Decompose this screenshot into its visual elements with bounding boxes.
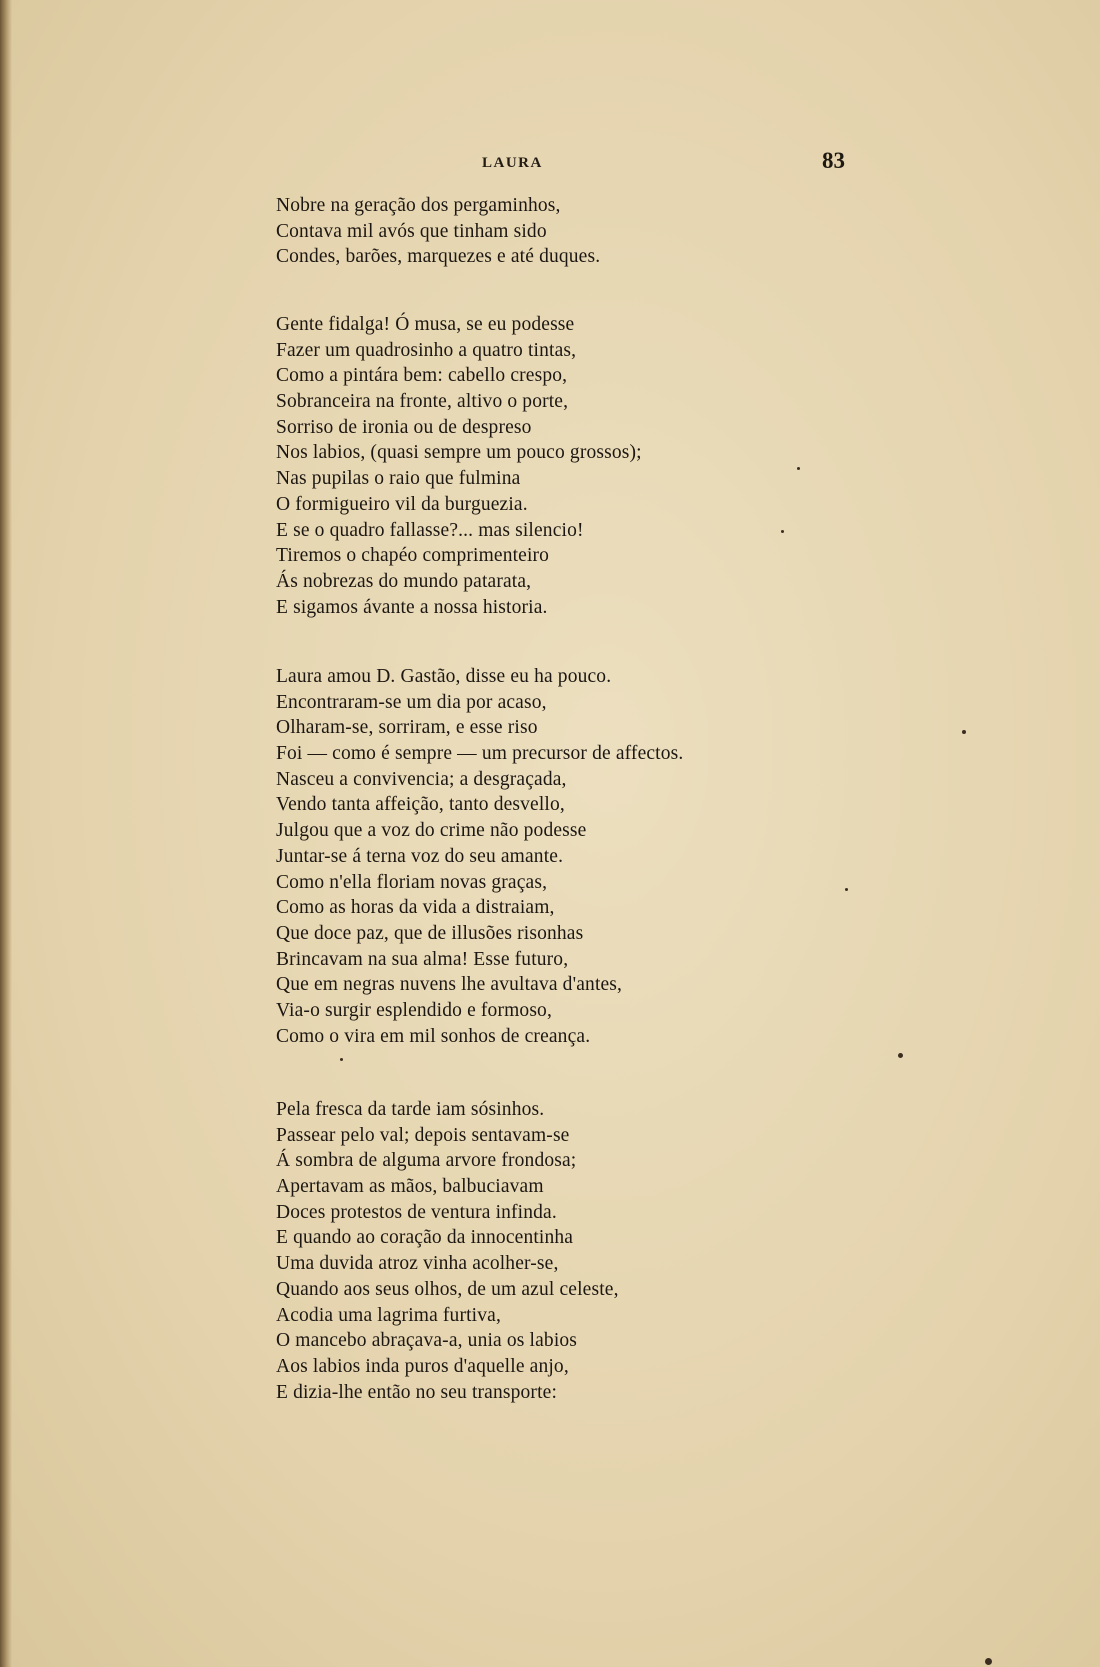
- poem-line: Nas pupilas o raio que fulmina: [276, 468, 521, 490]
- poem-stanza: [276, 312, 642, 620]
- poem-line: Nobre na geração dos pergaminhos,: [276, 195, 561, 216]
- poem-line: Passear pelo val; depois sentavam-se: [276, 1124, 570, 1146]
- poem-line: E sigamos ávante a nossa historia.: [276, 596, 548, 618]
- poem-line: Pela fresca da tarde iam sósinhos.: [276, 1099, 545, 1120]
- poem-line: Doces protestos de ventura infinda.: [276, 1201, 557, 1223]
- poem-line: Olharam-se, sorriram, e esse riso: [276, 717, 538, 739]
- poem-line: Que em negras nuvens lhe avultava d'antes,: [276, 974, 623, 996]
- poem-line: Nos labios, (quasi sempre um pouco grossos);: [276, 442, 642, 464]
- poem-line: Sorriso de ironia ou de despreso: [276, 416, 532, 438]
- poem-line: O mancebo abraçava-a, unia os labios: [276, 1330, 578, 1352]
- paper-speck: [985, 1658, 992, 1665]
- poem-line: Como o vira em mil sonhos de creança.: [276, 1025, 591, 1047]
- poem-line: Fazer um quadrosinho a quatro tintas,: [276, 339, 577, 361]
- poem-line: Brincavam na sua alma! Esse futuro,: [276, 948, 569, 970]
- poem-line: Contava mil avós que tinham sido: [276, 220, 547, 242]
- paper-speck: [962, 730, 966, 734]
- poem-line: Quando aos seus olhos, de um azul celeste,: [276, 1278, 619, 1300]
- paper-speck: [898, 1053, 903, 1058]
- poem-stanza: [276, 664, 683, 1049]
- poem-line: Á sombra de alguma arvore frondosa;: [276, 1150, 577, 1172]
- poem-line: Como a pintára bem: cabello crespo,: [276, 365, 568, 387]
- poem-line: Como n'ella floriam novas graças,: [276, 871, 548, 893]
- poem-line: Encontraram-se um dia por acaso,: [276, 691, 547, 713]
- poem-line: Via-o surgir esplendido e formoso,: [276, 999, 552, 1021]
- poem-stanza: [276, 193, 600, 270]
- paper-speck: [797, 467, 800, 470]
- poem-line: Tiremos o chapéo comprimenteiro: [276, 545, 550, 567]
- poem-line: O formigueiro vil da burguezia.: [276, 493, 528, 515]
- poem-line: Foi — como é sempre — um precursor de affectos.: [276, 743, 684, 765]
- poem-line: Aos labios inda puros d'aquelle anjo,: [276, 1355, 569, 1377]
- poem-line: E quando ao coração da innocentinha: [276, 1227, 574, 1249]
- paper-speck: [340, 1058, 343, 1061]
- page-binding-edge: [0, 0, 12, 1667]
- poem-line: Apertavam as mãos, balbuciavam: [276, 1176, 544, 1198]
- paper-speck: [845, 888, 848, 891]
- poem-line: Uma duvida atroz vinha acolher-se,: [276, 1253, 559, 1275]
- poem-line: E dizia-lhe então no seu transporte:: [276, 1381, 558, 1403]
- poem-line: Que doce paz, que de illusões risonhas: [276, 922, 584, 944]
- page-number: 83: [822, 148, 845, 173]
- poem-line: Gente fidalga! Ó musa, se eu podesse: [276, 314, 575, 335]
- poem-line: Laura amou D. Gastão, disse eu ha pouco.: [276, 666, 612, 687]
- poem-line: Julgou que a voz do crime não podesse: [276, 820, 587, 842]
- poem-line: Condes, barões, marquezes e até duques.: [276, 246, 601, 268]
- poem-line: Juntar-se á terna voz do seu amante.: [276, 845, 564, 867]
- poem-line: Vendo tanta affeição, tanto desvello,: [276, 794, 565, 816]
- poem-line: Nasceu a convivencia; a desgraçada,: [276, 768, 567, 790]
- poem-stanza: [276, 1097, 619, 1405]
- poem-line: Ás nobrezas do mundo patarata,: [276, 570, 532, 592]
- poem-line: E se o quadro fallasse?... mas silencio!: [276, 519, 584, 541]
- poem-line: Sobranceira na fronte, altivo o porte,: [276, 391, 569, 413]
- paper-speck: [781, 530, 784, 533]
- poem-line: Como as horas da vida a distraiam,: [276, 897, 555, 919]
- poem-line: Acodia uma lagrima furtiva,: [276, 1304, 501, 1326]
- running-head: LAURA: [482, 155, 543, 171]
